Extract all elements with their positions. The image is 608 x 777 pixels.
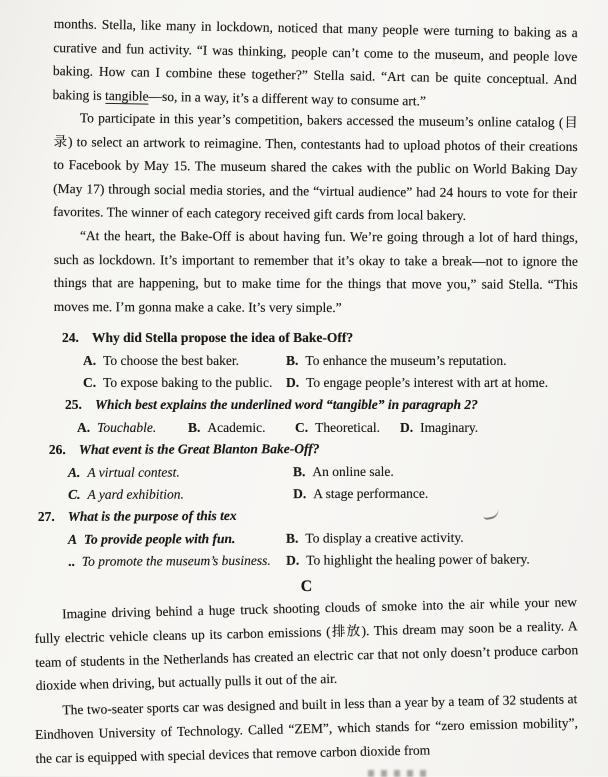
section-c-heading: C [300,577,313,596]
option-label: C. [68,486,81,502]
question-number: 27. [37,508,55,525]
option-label: C. [83,375,97,390]
option-label: B. [286,352,299,368]
option-26-b [293,460,578,483]
option-label: B. [188,419,201,435]
paragraph-zem-car: The two-seater sports car was designed and built in less than a year by a team of 32 students at Eindhoven University of Technology. Called “ZEM”, which stands for “zero emission mobility”, the car is equipped with special devices that remove carbon dioxide from [34,691,579,766]
question-26 [49,437,578,506]
question-26-stem [49,437,578,461]
section-c [0,576,608,771]
paragraph-lockdown-baking [52,12,578,115]
option-24-b [286,350,578,373]
option-text: To display a creative activity. [305,529,464,546]
option-label: D. [293,486,307,502]
option-label: A. [83,352,97,368]
paragraph-text: —so, in a way, it’s a different way to consume art.” [148,88,427,109]
option-text: Touchable. [97,419,157,435]
question-26-options [49,460,578,507]
question-25 [65,394,578,439]
option-text: To enhance the museum’s reputation. [305,352,507,368]
option-label: .. [68,553,75,569]
underlined-word-tangible: tangible [104,87,149,104]
question-25-options [65,417,578,440]
question-stem-text: What event is the Great Blanton Bake-Off? [78,441,320,457]
option-label: B. [285,530,299,546]
question-stem-text: Why did Stella propose the idea of Bake-Off? [92,330,354,345]
option-text: Imaginary. [420,419,479,435]
question-number: 25. [65,397,82,412]
option-label: B. [292,463,306,479]
option-text: An online sale. [312,463,394,479]
option-label: C. [295,419,309,435]
passage-b-continuation [0,12,608,318]
option-27-a [68,527,286,551]
option-24-c [83,372,286,395]
paragraph-electric-car-intro: Imagine driving behind a huge truck shooting clouds of smoke into the air while your new fully electric vehicle cleans up its carbon emissions (排放). This dream may soon be a reality. A team of students in the Netherlands has created an electric car that not only doesn’t produce carbon dioxide when driving, but actually pulls it out of the air. [34,594,579,694]
option-24-d [286,372,578,395]
question-27-options [38,526,578,574]
option-text: Academic. [207,419,266,435]
question-24-options [62,350,578,395]
option-text: A yard exhibition. [87,486,184,502]
question-number: 24. [62,330,79,345]
option-27-d [286,548,578,572]
option-text: To provide people with fun. [83,530,236,547]
option-27-b [286,526,578,550]
option-27-c [68,550,286,574]
paragraph-stella-quote: “At the heart, the Bake-Off is about having fun. We’re going through a lot of hard things, such as lockdown. It’s important to remember that it’s okay to take a break—not to ignore the things that are happening, but to make time for the things that move you,” said Stella. “This moves me. I’m gonna make a cake. It’s very simple.” [53,228,578,315]
question-25-stem [65,394,578,417]
option-label: D. [400,419,414,435]
questions-24-27 [0,327,608,574]
option-text: A virtual contest. [87,464,180,480]
option-24-a [83,350,286,373]
option-label: D. [286,552,300,568]
question-24 [62,327,578,394]
option-label: A. [67,464,81,480]
option-label: D. [286,375,300,390]
option-25-b [188,417,295,440]
question-stem-text: What is the purpose of this tex [67,507,237,524]
option-25-d [400,417,578,440]
option-text: Theoretical. [315,419,380,435]
question-24-stem [62,327,578,350]
option-25-c [295,417,400,440]
option-26-a [68,461,293,484]
paragraph-text: months. Stella, like many in lockdown, noticed that many people were turning to baking as a curative and fun activity. “I was thinking, people can’t come to the museum, and people love baking. How can I combine these together?” Stella said. “Art can be quite conceptual. And baking is [52,15,578,103]
option-text: To expose baking to the public. [103,375,273,390]
paragraph-competition-rules: To participate in this year’s competition, bakers accessed the museum’s online catalog (目录) to select an artwork to reimagine. Then, contestants had to upload photos of their creations to Facebook by May 15. The museum shared the cakes with the public on World Baking Day (May 17) through social media stories, and the “virtual audience” had 24 hours to vote for their favorites. The winner of each category received gift cards from local bakery. [52,110,578,223]
option-text: A stage performance. [313,485,429,502]
option-label: A. [77,419,91,435]
option-26-c [68,483,293,506]
option-text: To choose the best baker. [103,352,240,368]
option-26-d [293,482,578,505]
question-stem-text: Which best explains the underlined word “tangible” in paragraph 2? [95,397,478,412]
option-text: To engage people’s interest with art at home. [306,375,549,390]
question-number: 26. [48,441,66,458]
option-text: To promote the museum’s business. [81,552,271,569]
option-label: A [67,531,78,547]
option-25-a [77,417,188,440]
option-text: To highlight the healing power of bakery. [306,551,530,568]
